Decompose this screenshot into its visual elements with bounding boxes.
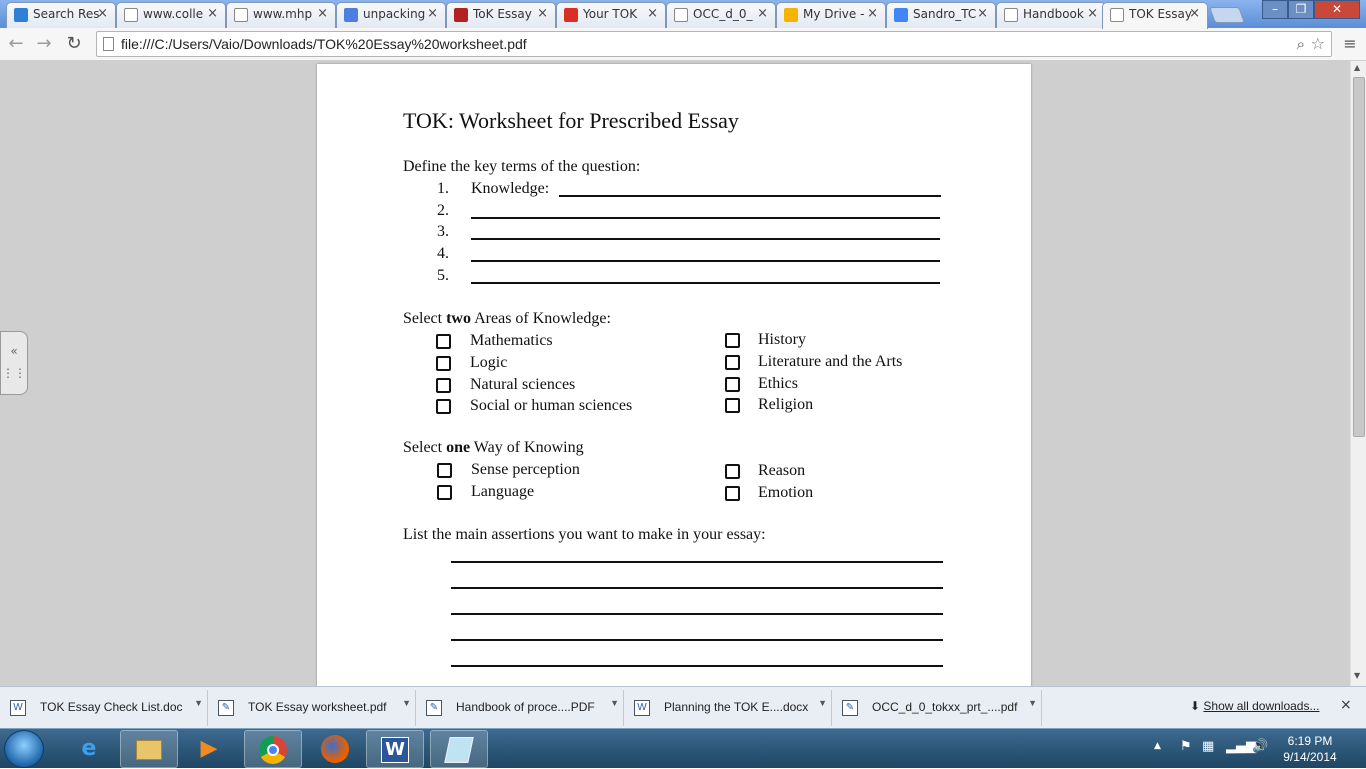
forward-button[interactable]: →: [36, 33, 52, 54]
tab-label: Sandro_TC: [913, 7, 977, 21]
checkbox[interactable]: [725, 464, 740, 479]
close-icon[interactable]: ×: [1340, 697, 1352, 713]
chevron-down-icon[interactable]: ▼: [610, 698, 619, 708]
checkbox[interactable]: [725, 377, 740, 392]
term-line: [471, 238, 940, 240]
tab[interactable]: [446, 2, 556, 28]
volume-icon[interactable]: 🔊: [1252, 739, 1269, 754]
tab[interactable]: [226, 2, 336, 28]
word-doc-icon: W: [634, 700, 650, 716]
pdf-icon: ✎: [218, 700, 234, 716]
scrollbar-thumb[interactable]: [1353, 77, 1365, 437]
assertions-prompt: List the main assertions you want to make in your essay:: [403, 526, 766, 543]
close-icon[interactable]: ×: [1189, 6, 1200, 21]
aok-option: Natural sciences: [470, 376, 576, 393]
start-button[interactable]: [4, 730, 44, 768]
page-icon: [1110, 8, 1124, 22]
clock[interactable]: [1280, 733, 1340, 765]
chevron-down-icon[interactable]: ▼: [194, 698, 203, 708]
close-icon[interactable]: ×: [97, 6, 108, 21]
close-icon[interactable]: ×: [977, 6, 988, 21]
zoom-icon[interactable]: ⌕: [1296, 35, 1305, 53]
tab[interactable]: [776, 2, 886, 28]
aok-prompt-emphasis: two: [446, 310, 471, 327]
checkbox[interactable]: [436, 356, 451, 371]
pdf-viewer: [0, 61, 1350, 686]
close-icon[interactable]: ×: [207, 6, 218, 21]
vertical-scrollbar[interactable]: [1350, 61, 1366, 686]
wok-prompt-emphasis: one: [446, 439, 471, 456]
chevron-down-icon[interactable]: ▼: [402, 698, 411, 708]
tab-label: unpacking: [363, 7, 426, 21]
aok-option: Ethics: [758, 375, 798, 392]
close-icon[interactable]: ×: [537, 6, 548, 21]
grip-icon: ⋮⋮: [2, 366, 26, 380]
assertion-line: [451, 665, 943, 667]
checkbox[interactable]: [725, 333, 740, 348]
tab-label: OCC_d_0_: [693, 7, 753, 21]
page-icon: [234, 8, 248, 22]
chevron-down-icon[interactable]: ▼: [818, 698, 827, 708]
term-line: [471, 217, 940, 219]
checkbox[interactable]: [437, 463, 452, 478]
term-label: Knowledge:: [471, 180, 550, 197]
scroll-up-icon[interactable]: ▲: [1354, 63, 1361, 72]
scroll-down-icon[interactable]: ▼: [1354, 671, 1361, 680]
file-explorer-icon[interactable]: [120, 730, 178, 768]
checkbox[interactable]: [436, 378, 451, 393]
docs-icon: [894, 8, 908, 22]
google-icon: [344, 8, 358, 22]
close-icon[interactable]: ×: [427, 6, 438, 21]
wok-prompt: [403, 439, 584, 457]
term-number: 2.: [437, 202, 449, 219]
word-doc-icon: W: [10, 700, 26, 716]
signal-icon[interactable]: ▂▄▆: [1226, 739, 1256, 754]
close-icon[interactable]: ×: [757, 6, 768, 21]
tab-label: TOK Essay: [1129, 7, 1192, 21]
assertion-line: [451, 561, 943, 563]
tab-label: ToK Essay: [473, 7, 532, 21]
internet-explorer-icon[interactable]: e: [81, 736, 97, 761]
wok-prompt-text: Select: [403, 439, 447, 456]
page-icon: [674, 8, 688, 22]
define-prompt: Define the key terms of the question:: [403, 158, 641, 175]
tab-label: www.colle: [143, 7, 204, 21]
pdf-page: [317, 64, 1031, 704]
wok-option: Reason: [758, 462, 806, 479]
assertion-line: [451, 639, 943, 641]
tab[interactable]: [666, 2, 776, 28]
term-number: 3.: [437, 223, 449, 240]
download-label: Handbook of proce....PDF: [456, 700, 595, 714]
bookmark-star-icon[interactable]: ☆: [1310, 34, 1325, 53]
checkbox[interactable]: [436, 334, 451, 349]
aok-option: Literature and the Arts: [758, 353, 903, 370]
checkbox[interactable]: [436, 399, 451, 414]
action-center-icon[interactable]: ⚑: [1180, 739, 1192, 754]
wok-option: Sense perception: [471, 461, 580, 478]
checkbox[interactable]: [725, 355, 740, 370]
reload-button[interactable]: ↻: [66, 33, 82, 54]
aok-option: Social or human sciences: [470, 397, 633, 414]
url-text: file:///C:/Users/Vaio/Downloads/TOK%20Essay%20worksheet.pdf: [121, 36, 527, 52]
chrome-icon[interactable]: [244, 730, 302, 768]
browser-toolbar: [0, 28, 1366, 61]
show-hidden-icons-icon[interactable]: ▲: [1154, 741, 1161, 751]
chevron-down-icon[interactable]: ▼: [1028, 698, 1037, 708]
term-line: [559, 195, 941, 197]
close-icon[interactable]: ×: [317, 6, 328, 21]
download-label: OCC_d_0_tokxx_prt_....pdf: [872, 700, 1018, 714]
download-item[interactable]: [0, 690, 208, 726]
download-label: TOK Essay Check List.doc: [40, 700, 183, 714]
new-tab-button[interactable]: [1209, 7, 1245, 23]
sidebar-handle[interactable]: [0, 331, 28, 395]
term-line: [471, 260, 940, 262]
wok-option: Emotion: [758, 484, 814, 501]
page-icon: [1004, 8, 1018, 22]
notepad-icon[interactable]: [430, 730, 488, 768]
assertion-line: [451, 587, 943, 589]
term-number: 1.: [437, 180, 449, 197]
document-title: TOK: Worksheet for Prescribed Essay: [403, 108, 739, 133]
show-all-downloads-link[interactable]: [1190, 699, 1319, 713]
download-item[interactable]: [832, 690, 1042, 726]
assertion-line: [451, 613, 943, 615]
clock-time: 6:19 PM: [1287, 734, 1333, 748]
term-number: 4.: [437, 245, 449, 262]
tab-label: Handbook: [1023, 7, 1084, 21]
pdf-icon: ✎: [426, 700, 442, 716]
term-line: [471, 282, 940, 284]
system-tray: [1150, 729, 1366, 769]
minimize-button[interactable]: –: [1262, 0, 1288, 19]
media-player-icon[interactable]: ▶: [200, 736, 218, 761]
close-icon[interactable]: ×: [1087, 6, 1098, 21]
pdf-icon: ✎: [842, 700, 858, 716]
network-icon[interactable]: ▦: [1202, 739, 1215, 754]
tab[interactable]: [116, 2, 226, 28]
aok-option: History: [758, 331, 806, 348]
show-all-downloads-label: Show all downloads...: [1203, 699, 1320, 713]
drive-icon: [784, 8, 798, 22]
taskbar: [0, 728, 1366, 768]
back-button[interactable]: ←: [8, 33, 24, 54]
tab[interactable]: [336, 2, 446, 28]
maximize-button[interactable]: ❐: [1288, 0, 1314, 19]
download-item[interactable]: [624, 690, 832, 726]
menu-icon[interactable]: ≡: [1343, 34, 1357, 53]
search-results-icon: [14, 8, 28, 22]
checkbox[interactable]: [437, 485, 452, 500]
download-bar: [0, 686, 1366, 728]
aok-prompt-text: Select: [403, 310, 447, 327]
tab-label: Search Res: [33, 7, 100, 21]
tab[interactable]: [886, 2, 996, 28]
aok-option: Mathematics: [470, 332, 553, 349]
download-arrow-icon: ⬇: [1190, 699, 1201, 713]
tab-label: Your TOK: [583, 7, 638, 21]
wok-option: Language: [471, 483, 535, 500]
firefox-icon[interactable]: [306, 730, 364, 768]
tab-label: www.mhp: [253, 7, 313, 21]
aok-option: Religion: [758, 396, 814, 413]
ti-icon: [454, 8, 468, 22]
tab[interactable]: [996, 2, 1106, 28]
clock-date: 9/14/2014: [1283, 750, 1337, 764]
aok-prompt-text: Areas of Knowledge:: [470, 310, 611, 327]
collapse-icon: «: [10, 344, 18, 358]
checkbox[interactable]: [725, 398, 740, 413]
term-number: 5.: [437, 267, 449, 284]
page-icon: [124, 8, 138, 22]
page-icon: [103, 37, 114, 51]
tab-strip: [0, 0, 1366, 28]
tab-label: My Drive -: [803, 7, 865, 21]
tab[interactable]: [6, 2, 116, 28]
aok-option: Logic: [470, 354, 508, 371]
word-icon[interactable]: W: [366, 730, 424, 768]
tab[interactable]: [556, 2, 666, 28]
gmail-icon: [564, 8, 578, 22]
aok-prompt: [403, 310, 611, 328]
download-label: Planning the TOK E....docx: [664, 700, 809, 714]
download-item[interactable]: [416, 690, 624, 726]
wok-prompt-text: Way of Knowing: [470, 439, 584, 456]
address-bar[interactable]: [96, 31, 1332, 57]
close-icon[interactable]: ×: [867, 6, 878, 21]
window-close-button[interactable]: ✕: [1314, 0, 1360, 19]
checkbox[interactable]: [725, 486, 740, 501]
download-label: TOK Essay worksheet.pdf: [248, 700, 387, 714]
download-item[interactable]: [208, 690, 416, 726]
close-icon[interactable]: ×: [647, 6, 658, 21]
tab-active[interactable]: [1102, 2, 1208, 29]
